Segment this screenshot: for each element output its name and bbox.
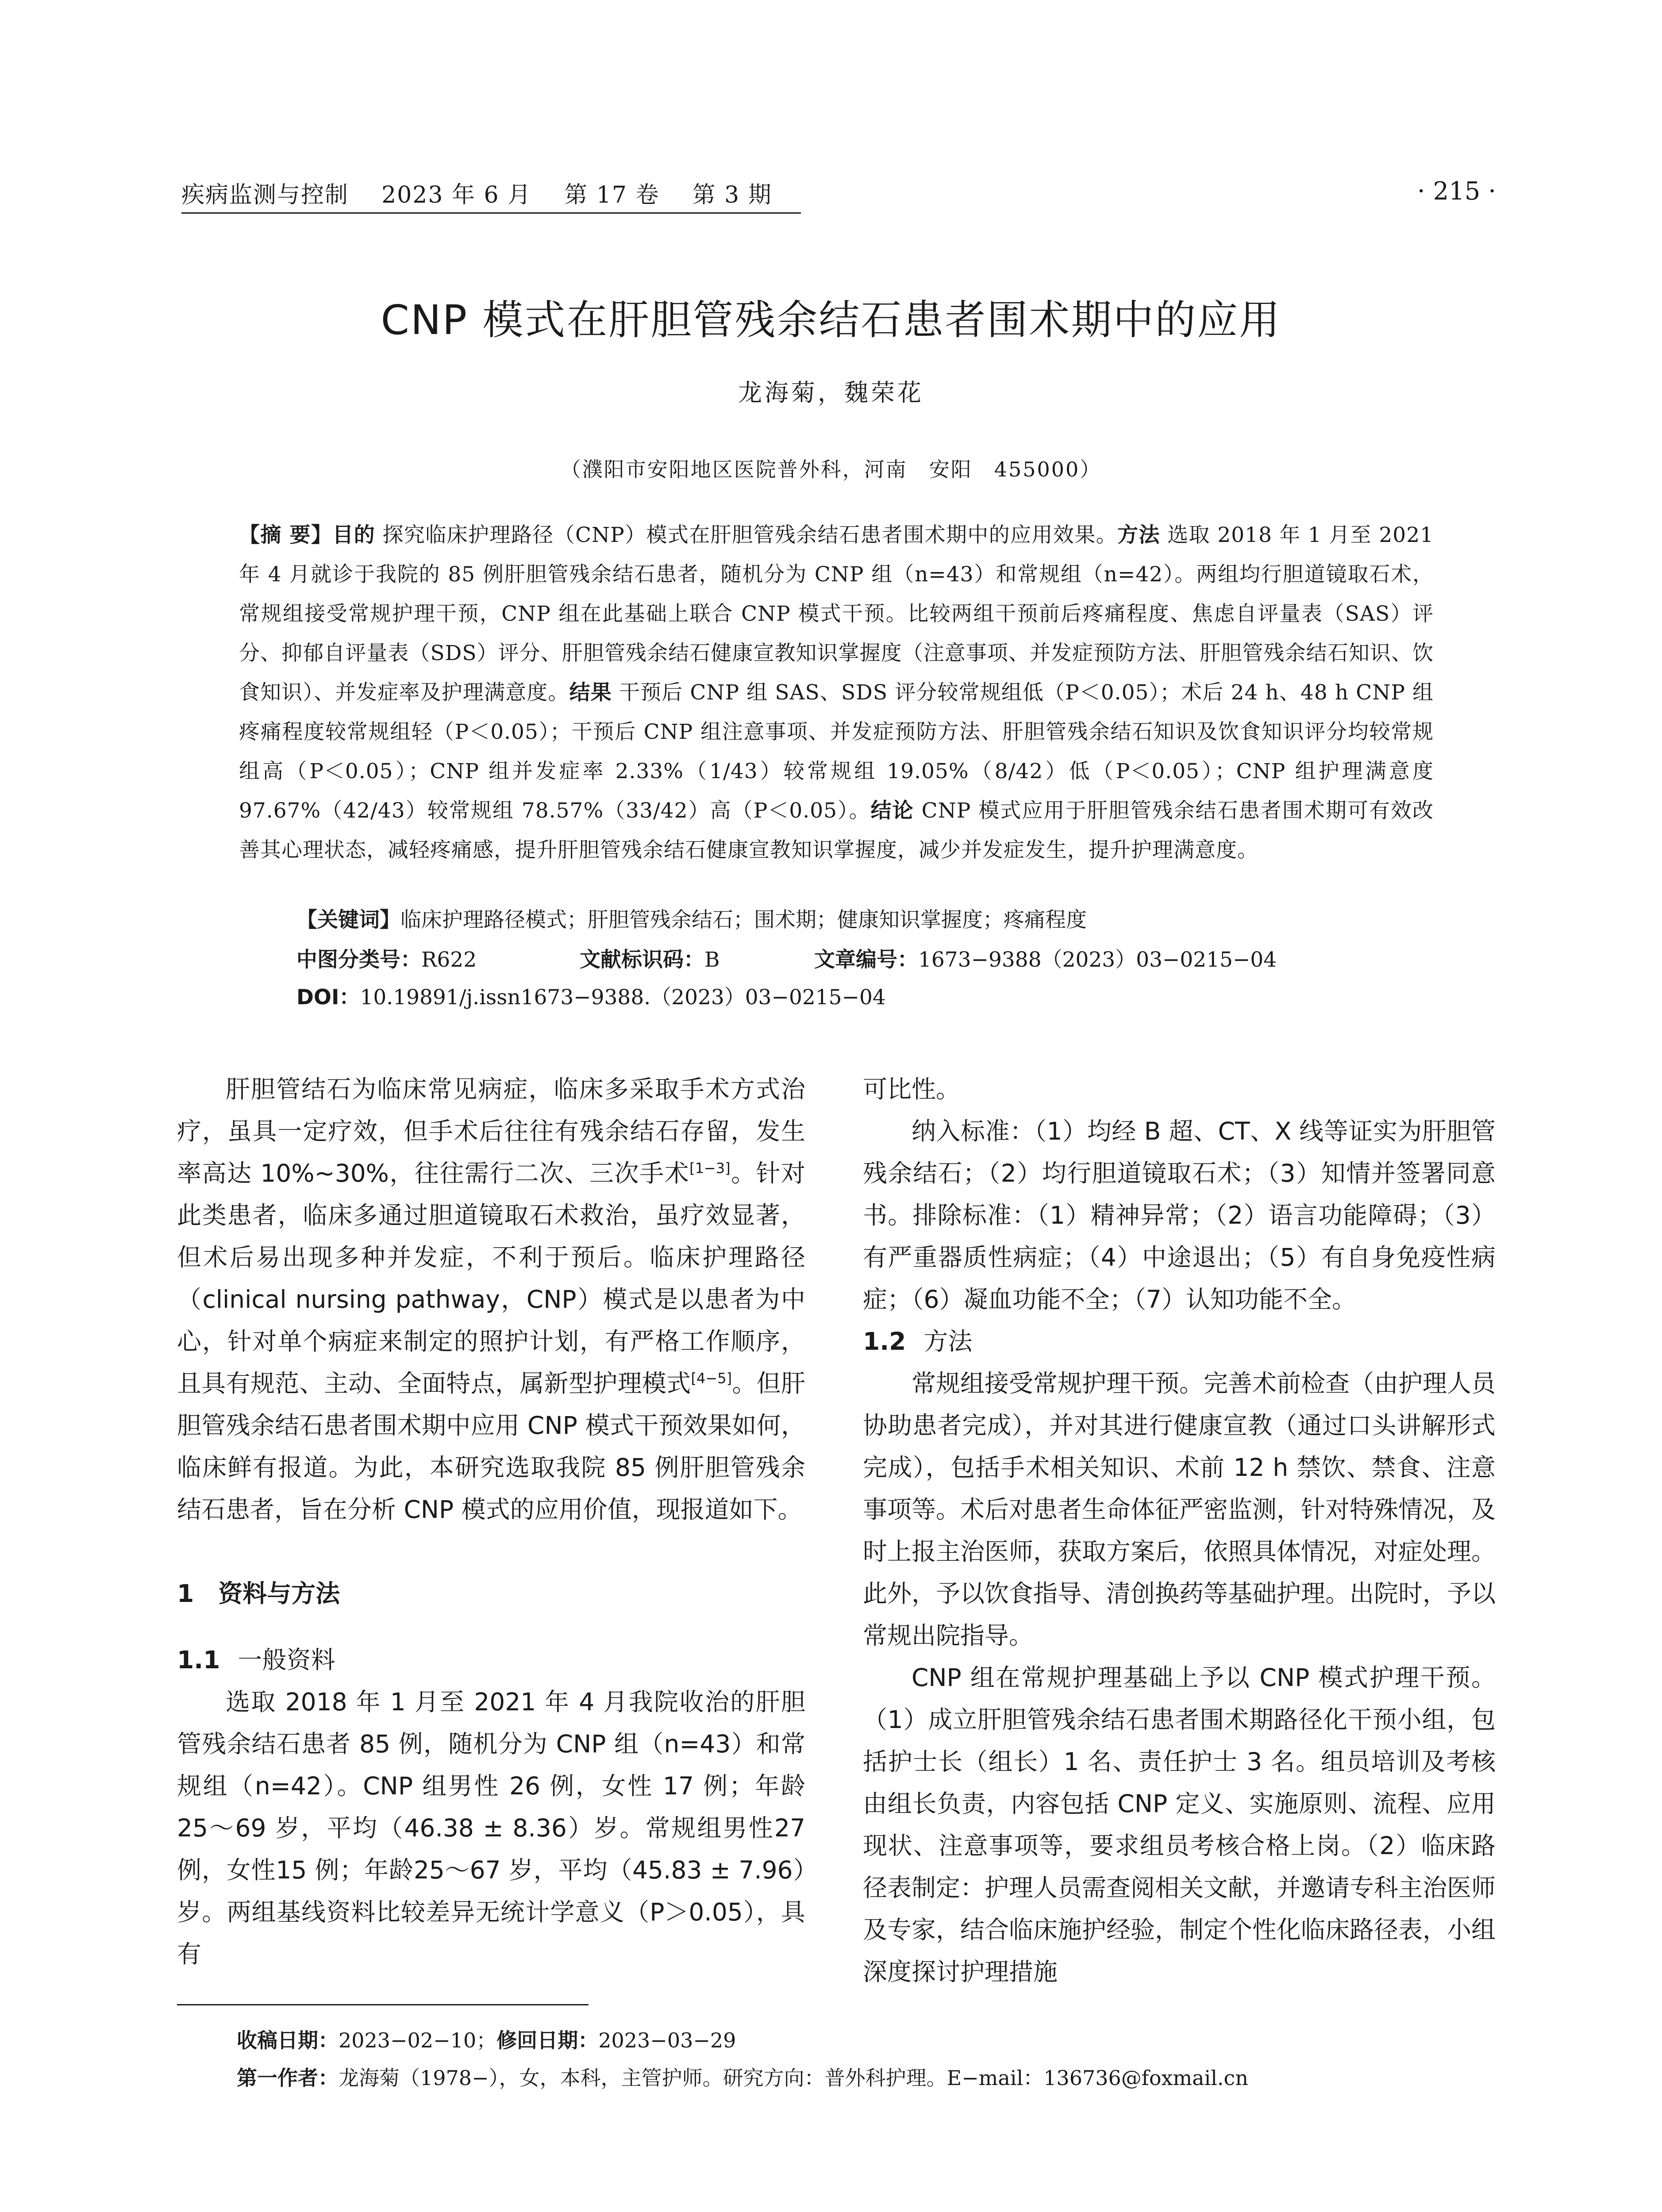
section-1-1-title: 一般资料 [238,1646,335,1674]
body-column-right [863,1068,1496,1993]
section-1-1-heading [177,1639,805,1681]
issue-date: 2023 年 6 月 [381,182,532,208]
footnote-author [237,2059,1564,2097]
criteria-paragraph: 纳入标准：（1）均经 B 超、CT、X 线等证实为肝胆管残余结石；（2）均行胆道镜取石术；（3）知情并签署同意书。排除标准：（1）精神异常；（2）语言功能障碍；（3）有严重器质性病症；（4）中途退出；（5）有自身免疫性病症；（6）凝血功能不全；（7）认知功能不全。 [863,1117,1496,1313]
intro-text-3: 。但肝胆管残余结石患者围术期中应用 CNP 模式干预效果如何，临床鲜有报道。为此，本研究选取我院 85 例肝胆管残余结石患者，旨在分析 CNP 模式的应用价值，现报道如下。 [177,1369,805,1524]
section-1-1-number: 1.1 [177,1646,220,1674]
methods-label: 方法 [1117,523,1160,547]
general-data-paragraph: 选取 2018 年 1 月至 2021 年 4 月我院收治的肝胆管残余结石患者 85 例，随机分为 CNP 组（n=43）和常规组（n=42）。CNP 组男性 26 例，女性 17 例；年龄 25～69 岁，平均（46.38 ± 8.36）岁。常规组男性27 例，女性15 例；年龄25～67 岁，平均（45.83 ± 7.96）岁。两组基线资料比较差异无统计学意义（P＞0.05），具有 [177,1688,805,1968]
abstract-objective: 探究临床护理路径（CNP）模式在肝胆管残余结石患者围术期中的应用效果。 [382,523,1118,547]
received-date: 2023−02−10； [339,2028,497,2052]
paper-title: CNP 模式在肝胆管残余结石患者围术期中的应用 [381,296,1281,344]
volume: 第 17 卷 [564,182,660,208]
doc-code-entry [580,942,720,978]
article-id-value: 1673−9388（2023）03−0215−04 [918,948,1277,972]
page-number: · 215 · [1417,177,1496,206]
first-author-label: 第一作者： [237,2066,339,2090]
doi-line [296,980,886,1015]
methods-paragraph-1: 常规组接受常规护理干预。完善术前检查（由护理人员协助患者完成），并对其进行健康宣教（通过口头讲解形式完成），包括手术相关知识、术前 12 h 禁饮、禁食、注意事项等。术后对患者生命体征严密监测，针对特殊情况，及时上报主治医师，获取方案后，依照具体情况，对症处理。此外，予以饮食指导、清创换药等基础护理。出院时，予以常规出院指导。 [863,1369,1496,1650]
intro-paragraph [177,1068,805,1531]
citation-1-3: [1−3] [689,1160,731,1177]
article-id-label: 文章编号： [814,948,918,972]
clc-entry [296,942,477,978]
abstract [239,515,1434,870]
abstract-methods: 选取 2018 年 1 月至 2021 年 4 月就诊于我院的 85 例肝胆管残余结石患者，随机分为 CNP 组（n=43）和常规组（n=42）。两组均行胆道镜取石术，常规组接受常规护理干预，CNP 组在此基础上联合 CNP 模式干预。比较两组干预前后疼痛程度、焦虑自评量表（SAS）评分、抑郁自评量表（SDS）评分、肝胆管残余结石健康宣教知识掌握度（注意事项、并发症预防方法、肝胆管残余结石知识、饮食知识）、并发症率及护理满意度。 [239,523,1434,705]
abstract-label: 【摘 要】 [239,523,333,547]
section-1-2-heading [863,1321,1496,1363]
journal-name: 疾病监测与控制 [181,182,349,208]
paper-authors: 龙海菊，魏荣花 [738,379,924,407]
received-label: 收稿日期： [237,2028,339,2052]
revised-date: 2023−03−29 [598,2028,736,2052]
footnote-rule [177,2004,589,2005]
results-label: 结果 [569,680,612,705]
body-column-left [177,1068,805,1975]
intro-text-2: 。针对此类患者，临床多通过胆道镜取石术救治，虽疗效显著，但术后易出现多种并发症，不利于预后。临床护理路径（clinical nursing pathway，CNP）模式是以患者为中心，针对单个病症来制定的照护计划，有严格工作顺序，且具有规范、主动、全面特点，属新型护理模式 [177,1159,805,1398]
section-1-heading: 1 资料与方法 [177,1579,340,1608]
section-1-2-title: 方法 [923,1327,973,1356]
section-1-2-number: 1.2 [863,1327,906,1356]
continuation-text: 可比性。 [863,1075,961,1103]
article-id-entry [814,942,1277,978]
header-rule [181,212,801,214]
conclusion-label: 结论 [870,799,914,823]
doc-code-label: 文献标识码： [580,948,704,972]
footnote-dates [237,2022,1564,2059]
intro-text-1: 肝胆管结石为临床常见病症，临床多采取手术方式治疗，虽具一定疗效，但手术后往往有残余结石存留，发生率高达 10%~30%，往往需行二次、三次手术 [177,1075,805,1187]
abstract-conclusion: CNP 模式应用于肝胆管残余结石患者围术期可有效改善其心理状态，减轻疼痛感，提升肝胆管残余结石健康宣教知识掌握度，减少并发症发生，提升护理满意度。 [239,799,1434,862]
footnote [237,2022,1564,2097]
abstract-results: 干预后 CNP 组 SAS、SDS 评分较常规组低（P＜0.05）；术后 24 h、48 h CNP 组疼痛程度较常规组轻（P＜0.05）；干预后 CNP 组注意事项、并发症预防方法、肝胆管残余结石知识及饮食知识评分均较常规组高（P＜0.05）；CNP 组并发症率 2.33%（1/43）较常规组 19.05%（8/42）低（P＜0.05）；CNP 组护理满意度 97.67%（42/43）较常规组 78.57%（33/42）高（P＜0.05）。 [239,680,1434,823]
running-header [181,176,801,209]
keywords-text: 临床护理路径模式；肝胆管残余结石；围术期；健康知识掌握度；疼痛程度 [400,908,1087,932]
clc-label: 中图分类号： [296,948,421,972]
clc-value: R622 [421,948,477,972]
keywords-label: 【关键词】 [296,908,400,932]
paper-affiliation: （濮阳市安阳地区医院普外科，河南 安阳 455000） [560,457,1102,481]
methods-paragraph-2: CNP 组在常规护理基础上予以 CNP 模式护理干预。（1）成立肝胆管残余结石患者围术期路径化干预小组，包括护士长（组长）1 名、责任护士 3 名。组员培训及考核由组长负责，内容包括 CNP 定义、实施原则、流程、应用现状、注意事项等，要求组员考核合格上岗。（2）临床路径表制定：护理人员需查阅相关文献，并邀请专科主治医师及专家，结合临床施护经验，制定个性化临床路径表，小组深度探讨护理措施 [863,1663,1496,1986]
first-author-info: 龙海菊（1978−），女，本科，主管护师。研究方向：普外科护理。E−mail：136736@foxmail.cn [339,2066,1248,2090]
citation-4-5: [4−5] [691,1370,732,1387]
revised-label: 修回日期： [496,2028,599,2052]
issue: 第 3 期 [692,182,772,208]
doc-code-value: B [704,948,720,972]
objective-label: 目的 [332,523,376,547]
doi-value: 10.19891/j.issn1673−9388.（2023）03−0215−04 [360,985,886,1010]
doi-label: DOI： [296,985,360,1010]
keywords [296,902,1447,938]
